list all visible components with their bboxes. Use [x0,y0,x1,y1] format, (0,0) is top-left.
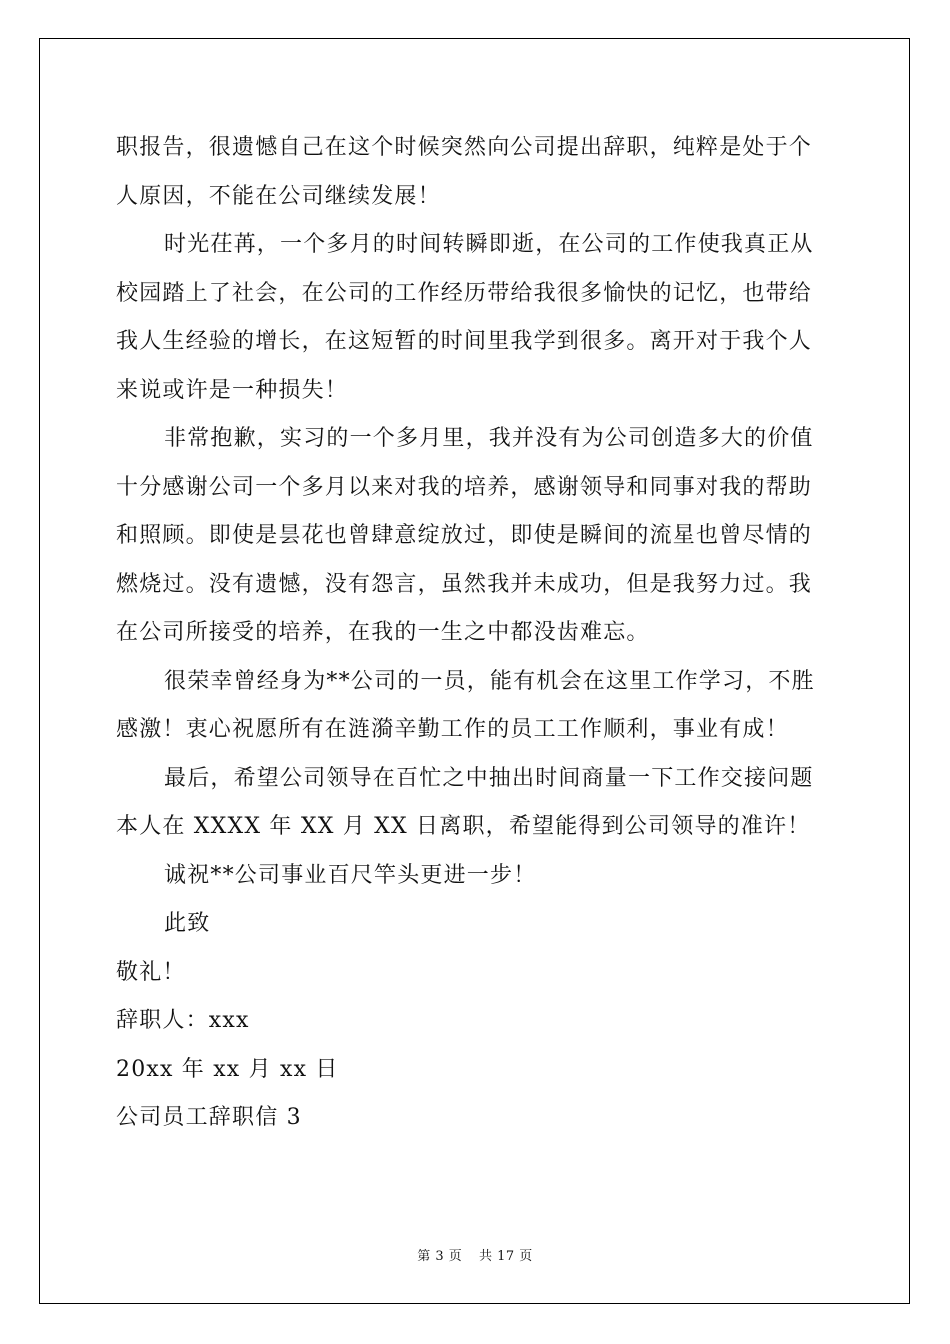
text-line: 很荣幸曾经身为**公司的一员，能有机会在这里工作学习，不胜 [164,668,815,694]
text-line: 辞职人：xxx [116,1008,250,1033]
text-line: 时光茌苒，一个多月的时间转瞬即逝，在公司的工作使我真正从 [164,232,814,257]
text-line: 校园踏上了社会，在公司的工作经历带给我很多愉快的记忆，也带给 [116,280,813,306]
text-line: 人原因，不能在公司继续发展！ [116,183,441,209]
text-line: 感激！衷心祝愿所有在涟漪辛勤工作的员工工作顺利，事业有成！ [116,717,789,742]
text-line: 公司员工辞职信 3 [116,1105,302,1130]
page-number: 第 3 页 [417,1249,463,1264]
text-line: 非常抱歉，实习的一个多月里，我并没有为公司创造多大的价值 [164,426,814,451]
text-line: 在公司所接受的培养，在我的一生之中都没齿难忘。 [116,620,650,645]
text-line: 此致 [164,911,211,936]
text-line: 最后，希望公司领导在百忙之中抽出时间商量一下工作交接问题 [164,765,814,791]
document-body [116,124,836,1143]
text-line: 我人生经验的增长，在这短暂的时间里我学到很多。离开对于我个人 [116,329,813,354]
text-line: 敬礼！ [116,959,186,985]
text-line: 和照顾。即使是昙花也曾肆意绽放过，即使是瞬间的流星也曾尽情的 [116,523,813,548]
text-line: 燃烧过。没有遗憾，没有怨言，虽然我并未成功，但是我努力过。我 [116,571,813,597]
page-total: 共 17 页 [478,1249,533,1264]
text-line: 十分感谢公司一个多月以来对我的培养，感谢领导和同事对我的帮助 [116,474,813,500]
page-footer [0,1245,950,1264]
text-line: 20xx 年 xx 月 xx 日 [116,1056,339,1082]
text-line: 职报告，很遗憾自己在这个时候突然向公司提出辞职，纯粹是处于个 [116,135,813,160]
text-line: 来说或许是一种损失！ [116,377,349,403]
text-line: 诚祝**公司事业百尺竿头更进一步！ [164,862,537,888]
text-line: 本人在 XXXX 年 XX 月 XX 日离职，希望能得到公司领导的准许！ [116,814,811,839]
